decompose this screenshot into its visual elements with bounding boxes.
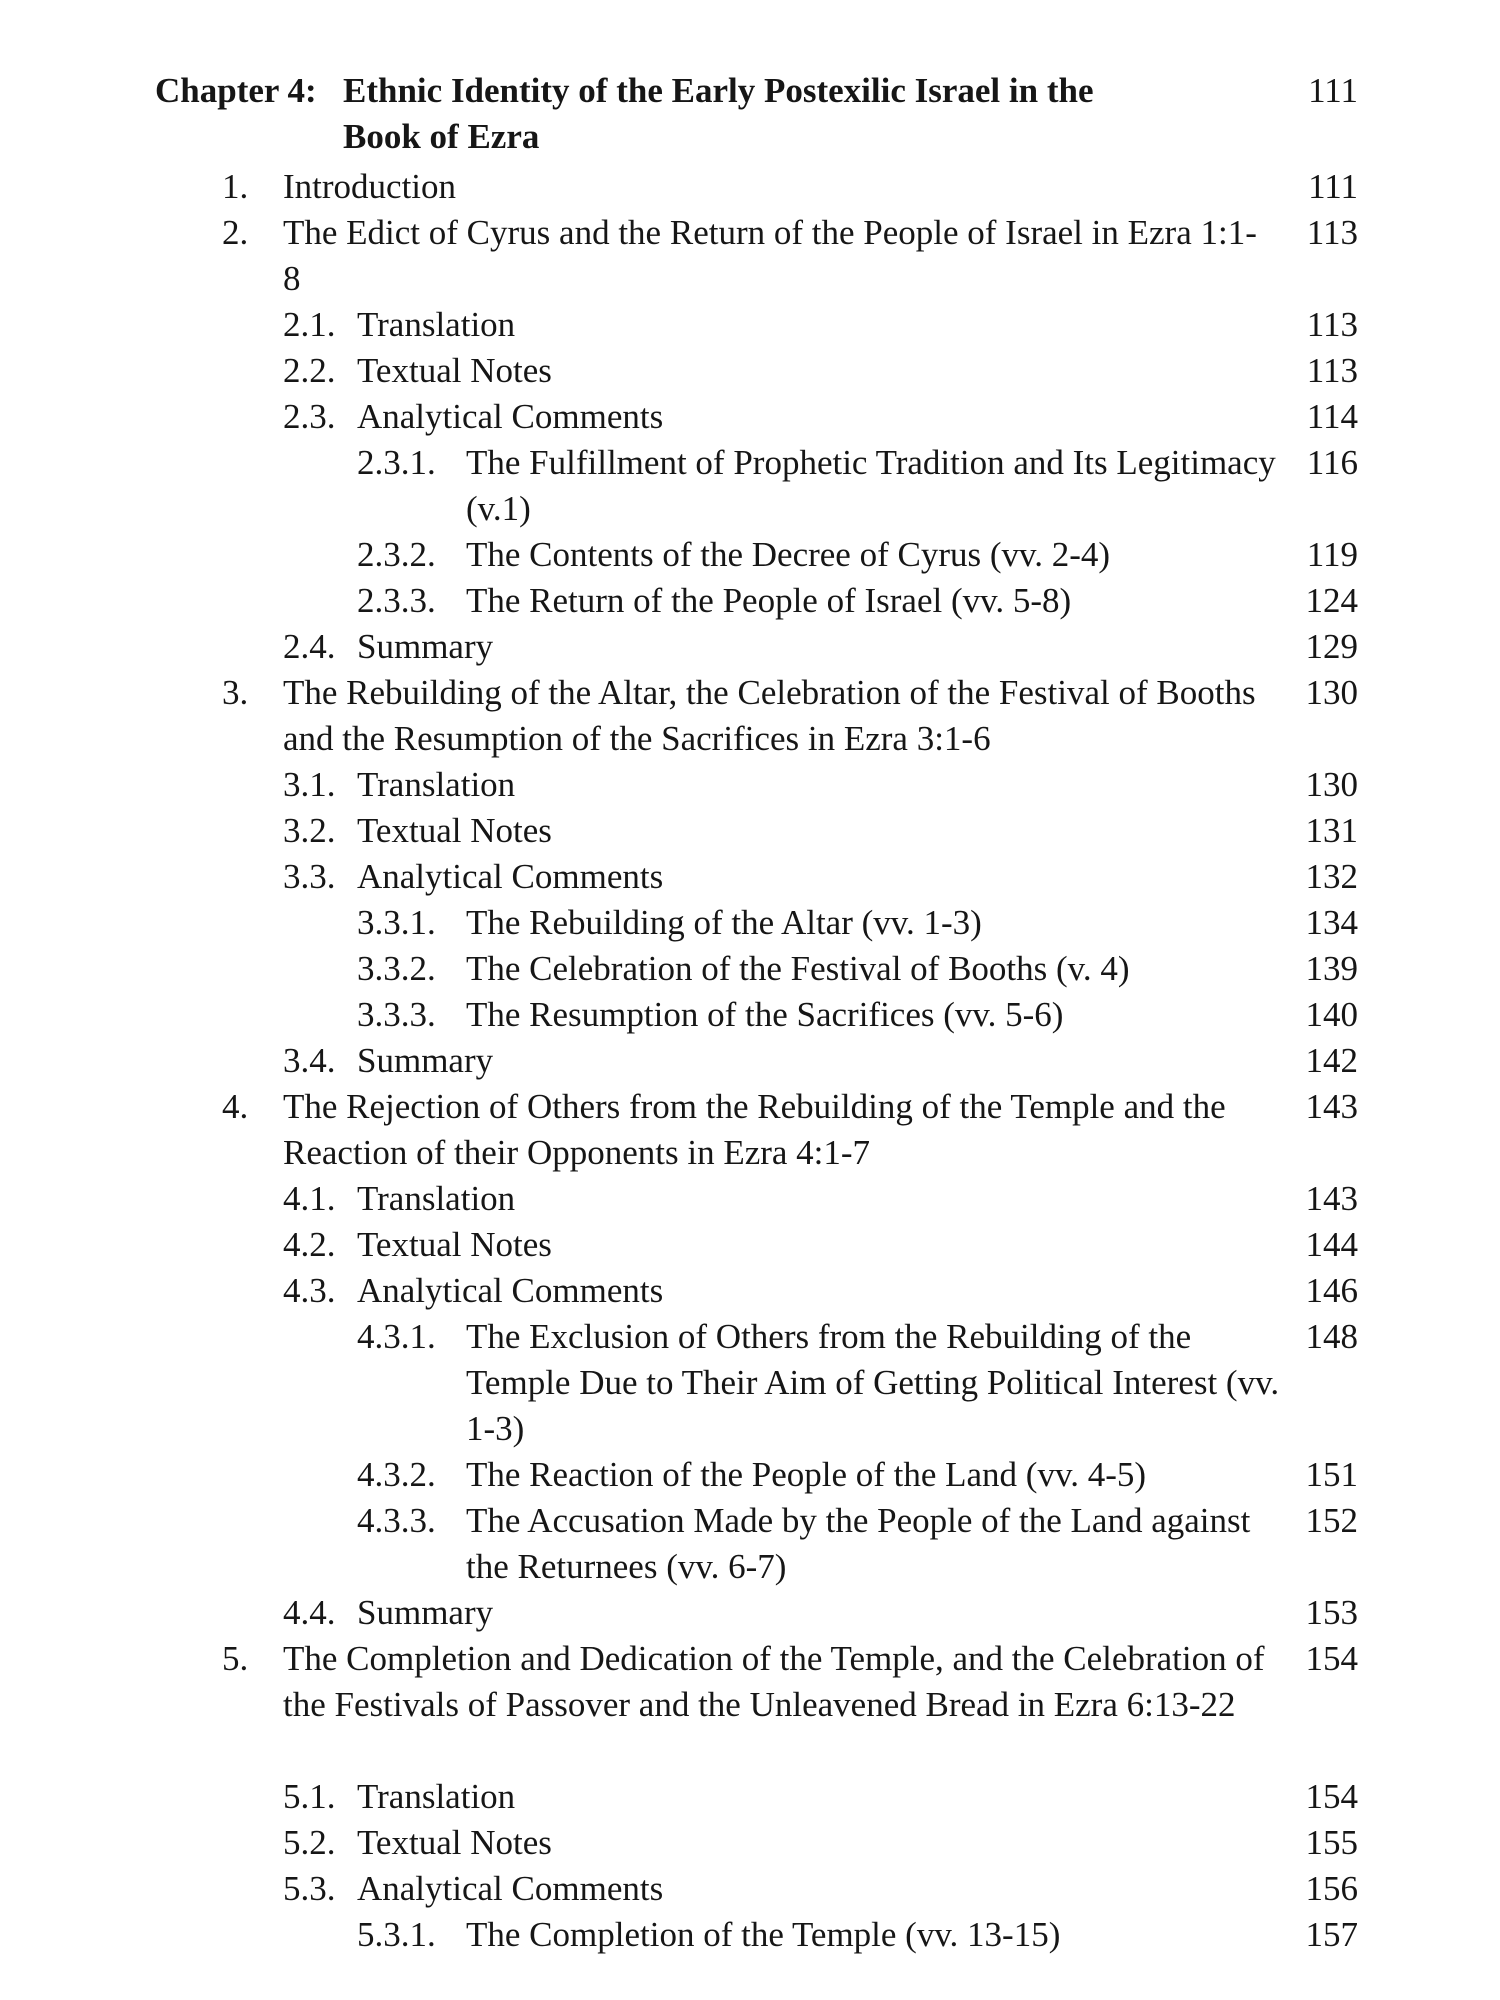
toc-entry-number: 4.3.1. [357,1317,436,1356]
toc-entry-number: 4.2. [283,1225,336,1264]
toc-page-number: 139 [1305,949,1358,988]
toc-page-number: 129 [1305,627,1358,666]
toc-entry-number: 5.1. [283,1777,336,1816]
toc-entry-number: 4.3. [283,1271,336,1310]
toc-page-number: 153 [1305,1593,1358,1632]
toc-entry-title: The Accusation Made by the People of the Land against the Returnees (vv. 6-7) [466,1501,1251,1586]
toc-entry-title: The Edict of Cyrus and the Return of the People of Israel in Ezra 1:1-8 [283,213,1257,298]
toc-page-number: 140 [1305,995,1358,1034]
toc-page-number: 151 [1305,1455,1358,1494]
toc-entry-title: Translation [357,305,516,344]
toc-page-number: 111 [1308,167,1358,206]
toc-entry-title: The Resumption of the Sacrifices (vv. 5-6) [466,995,1064,1034]
toc-page-number: 142 [1305,1041,1358,1080]
toc-entry-number: 4.1. [283,1179,336,1218]
toc-page-number: 155 [1305,1823,1358,1862]
toc-page-number: 130 [1305,765,1358,804]
toc-entry-number: 5. [222,1639,249,1678]
toc-page-number: 130 [1305,673,1358,712]
toc-page-number: 116 [1306,443,1358,482]
toc-entry-title: Textual Notes [357,1225,552,1264]
toc-page-number: 131 [1305,811,1358,850]
toc-entry-number: 3.3.2. [357,949,436,988]
toc-page-number: 143 [1305,1179,1358,1218]
toc-entry-number: 4.4. [283,1593,336,1632]
toc-entry-title: The Reaction of the People of the Land (vv. 4-5) [466,1455,1147,1494]
toc-entry-number: 1. [222,167,249,206]
toc-entry-number: 4. [222,1087,249,1126]
toc-entry-title: Introduction [283,167,457,206]
toc-entry-number: 2.4. [283,627,336,666]
toc-entry-title: Analytical Comments [357,857,664,896]
toc-page-number: 154 [1305,1777,1358,1816]
toc-entry-title: Summary [357,1593,494,1632]
toc-page-number: 154 [1305,1639,1358,1678]
toc-entry-title: The Rejection of Others from the Rebuilding of the Temple and the Reaction of their Opponents in Ezra 4:1-7 [283,1087,1226,1172]
toc-entry-title: The Fulfillment of Prophetic Tradition and Its Legitimacy (v.1) [466,443,1276,528]
toc-entry-title: Summary [357,1041,494,1080]
toc-entry-number: 5.3.1. [357,1915,436,1954]
toc-entry-number: 4.3.3. [357,1501,436,1540]
toc-entry-title: Textual Notes [357,351,552,390]
toc-page-number: 152 [1305,1501,1358,1540]
toc-entry-title: The Return of the People of Israel (vv. 5-8) [466,581,1072,620]
toc-page-number: 124 [1305,581,1358,620]
toc-page-number: 157 [1305,1915,1358,1954]
toc-entry-title: The Contents of the Decree of Cyrus (vv. 2-4) [466,535,1111,574]
toc-entry-number: 3.3.1. [357,903,436,942]
toc-entry-title: The Celebration of the Festival of Booths (v. 4) [466,949,1130,988]
toc-entry-title: Ethnic Identity of the Early Postexilic Israel in the Book of Ezra [343,71,1094,156]
toc-entry-number: 2.1. [283,305,336,344]
toc-entry-title: The Exclusion of Others from the Rebuilding of the Temple Due to Their Aim of Getting Political Interest (vv. 1-3) [466,1317,1280,1448]
toc-page-number: 113 [1306,305,1358,344]
toc-entry-number: 3.1. [283,765,336,804]
toc-entry-title: Translation [357,1777,516,1816]
toc-entry-title: The Completion of the Temple (vv. 13-15) [466,1915,1061,1954]
toc-entry-number: 2.3.2. [357,535,436,574]
toc-page-number: 119 [1306,535,1358,574]
toc-entry-title: Translation [357,1179,516,1218]
toc-page-number: 143 [1305,1087,1358,1126]
toc-entry-title: Textual Notes [357,811,552,850]
toc-page-number: 111 [1308,71,1358,110]
toc-entry-title: Translation [357,765,516,804]
toc-entry-number: 2.3.1. [357,443,436,482]
toc-entry-number: Chapter 4: [155,71,317,110]
toc-entry-number: 3. [222,673,249,712]
toc-entry-number: 2. [222,213,249,252]
toc-page-number: 113 [1306,213,1358,252]
toc-entry-number: 2.3. [283,397,336,436]
toc-page-number: 132 [1305,857,1358,896]
toc-entry-title: The Completion and Dedication of the Temple, and the Celebration of the Festivals of Passover and the Unleavened Bread in Ezra 6:13-22 [283,1639,1265,1724]
toc-entry-title: Analytical Comments [357,1271,664,1310]
toc-entry-number: 5.3. [283,1869,336,1908]
toc-page-number: 146 [1305,1271,1358,1310]
toc-entry-title: Analytical Comments [357,397,664,436]
toc-entry-number: 3.3.3. [357,995,436,1034]
toc-entry-title: The Rebuilding of the Altar, the Celebration of the Festival of Booths and the Resumption of the Sacrifices in Ezra 3:1-6 [283,673,1256,758]
toc-page-number: 156 [1305,1869,1358,1908]
toc-page-number: 113 [1306,351,1358,390]
toc-entry-title: Analytical Comments [357,1869,664,1908]
toc-entry-number: 2.3.3. [357,581,436,620]
toc-page-number: 114 [1306,397,1358,436]
toc-entry-number: 3.4. [283,1041,336,1080]
toc-entry-number: 4.3.2. [357,1455,436,1494]
toc-entry-title: Textual Notes [357,1823,552,1862]
toc-entry-number: 5.2. [283,1823,336,1862]
toc-entry-number: 3.2. [283,811,336,850]
toc-page-number: 134 [1305,903,1358,942]
toc-entry-number: 2.2. [283,351,336,390]
toc-entry-title: Summary [357,627,494,666]
toc-entry-number: 3.3. [283,857,336,896]
toc-page-number: 148 [1305,1317,1358,1356]
toc-entry-title: The Rebuilding of the Altar (vv. 1-3) [466,903,982,942]
toc-page-number: 144 [1305,1225,1358,1264]
